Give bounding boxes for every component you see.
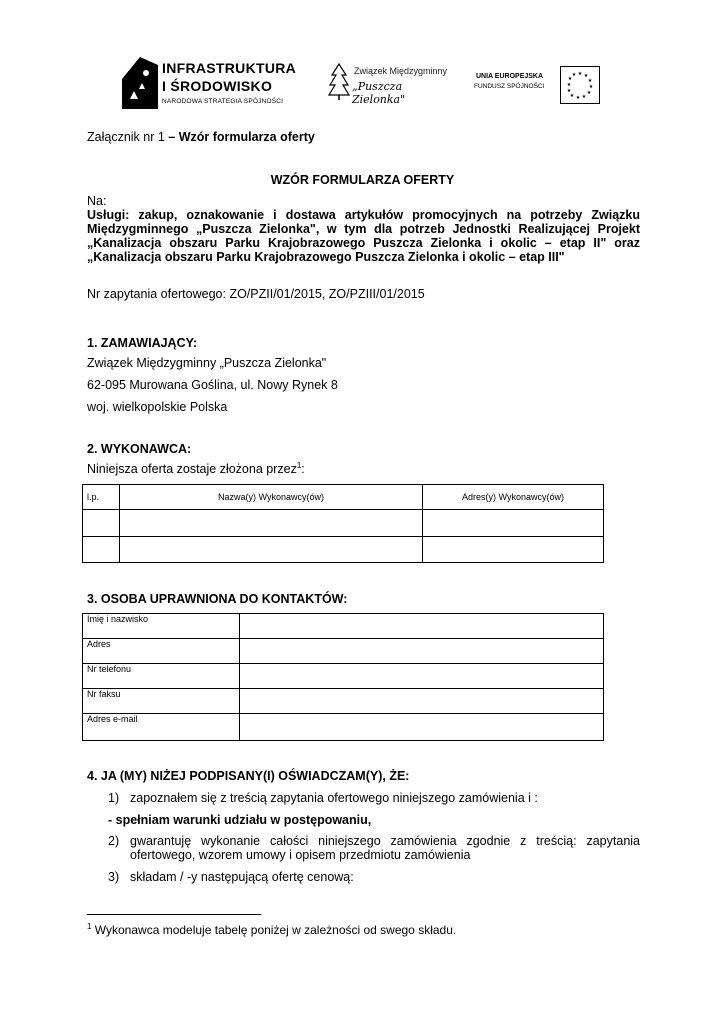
svg-text:★: ★ — [566, 88, 572, 94]
contact-value-name[interactable] — [240, 614, 604, 639]
contractor-intro — [87, 461, 305, 476]
document-title: WZÓR FORMULARZA OFERTY — [270, 173, 455, 187]
footnote — [87, 922, 456, 937]
svg-text:★: ★ — [587, 78, 593, 84]
col-name: Nazwa(y) Wykonawcy(ów) — [120, 485, 423, 510]
table-row — [83, 510, 604, 537]
svg-text:★: ★ — [566, 82, 572, 88]
svg-text:★: ★ — [586, 90, 592, 96]
logo-infrastruktura — [120, 55, 295, 111]
contact-value-address[interactable] — [240, 639, 604, 664]
contractor-intro-text: Niniejsza oferta zostaje złożona przez — [87, 462, 297, 477]
logo-puszcza-zielonka — [328, 63, 458, 106]
svg-text:★: ★ — [577, 71, 583, 77]
table-row — [83, 537, 604, 563]
contact-label-phone: Nr telefonu — [83, 664, 240, 689]
section3-heading: 3. OSOBA UPRAWNIONA DO KONTAKTÓW: — [87, 592, 348, 606]
orderer-name: Związek Międzygminny „Puszcza Zielonka" — [87, 356, 327, 370]
annex-prefix: Załącznik nr 1 — [87, 130, 165, 144]
contact-table — [82, 613, 604, 741]
contractor-table — [82, 484, 604, 563]
table-row — [83, 639, 604, 664]
item3-number: 3) — [108, 870, 120, 884]
footnote-ref: 1 — [296, 461, 302, 470]
inquiry-number: Nr zapytania ofertowego: ZO/PZII/01/2015, ZO/PZIII/01/2015 — [87, 287, 425, 301]
svg-text:★: ★ — [588, 84, 594, 90]
col-address: Adres(y) Wykonawcy(ów) — [423, 485, 604, 510]
contact-label-email: Adres e-mail — [83, 714, 240, 741]
svg-text:★: ★ — [581, 94, 587, 100]
svg-text:★: ★ — [567, 76, 573, 82]
svg-text:★: ★ — [569, 93, 575, 99]
eu-flag-icon — [560, 66, 600, 104]
logo1-line2: I ŚRODOWISKO — [162, 78, 273, 94]
logo2-line1: Związek Międzygminny — [354, 66, 448, 76]
item2-text: gwarantuję wykonanie całości niniejszego zamówienia zgodnie z treścią: zapytania ofertowego, wzorem umowy i opisem przedmiotu zamówienia — [130, 834, 640, 862]
logo2-line2: „Puszcza Zielonka" — [352, 80, 406, 106]
contact-value-fax[interactable] — [240, 689, 604, 714]
table-row — [83, 664, 604, 689]
cell-address[interactable] — [423, 510, 604, 537]
svg-text:★: ★ — [571, 72, 577, 78]
cell-address[interactable] — [423, 537, 604, 563]
logo1-line1: INFRASTRUKTURA — [162, 60, 297, 76]
cell-name[interactable] — [120, 537, 423, 563]
logo1-line3: NARODOWA STRATEGIA SPÓJNOŚCI — [162, 98, 284, 105]
contact-label-fax: Nr faksu — [83, 689, 240, 714]
contact-value-phone[interactable] — [240, 664, 604, 689]
item1-number: 1) — [108, 791, 120, 805]
footnote-number: 1 — [87, 922, 92, 931]
table-row — [83, 614, 604, 639]
item3-text: składam / -y następującą ofertę cenową: — [130, 870, 354, 884]
annex-line — [87, 130, 315, 144]
contact-label-address: Adres — [83, 639, 240, 664]
item1-text: zapoznałem się z treścią zapytania ofertowego niniejszego zamówienia i : — [130, 791, 538, 805]
cell-lp[interactable] — [83, 537, 120, 563]
contact-label-name: Imię i nazwisko — [83, 614, 240, 639]
logo-unia-europejska — [472, 66, 602, 104]
contact-value-email[interactable] — [240, 714, 604, 741]
services-description: Usługi: zakup, oznakowanie i dostawa artykułów promocyjnych na potrzeby Związku Międzygminnego „Puszcza Zielonka", w tym dla potrzeb Jednostki Realizującej Projekt „Kanalizacja obszaru Parku Krajobrazowego Puszcza Zielonka i okolic – etap II" oraz „Kanalizacja obszaru Parku Krajobrazowego Puszcza Zielonka i okolic – etap III" — [87, 208, 640, 264]
conditions-text: - spełniam warunki udziału w postępowaniu, — [108, 813, 372, 827]
cell-name[interactable] — [120, 510, 423, 537]
orderer-region: woj. wielkopolskie Polska — [87, 400, 228, 414]
infrastruktura-emblem-icon — [120, 55, 160, 111]
logo3-line1: UNIA EUROPEJSKA — [476, 73, 544, 80]
annex-title: – Wzór formularza oferty — [164, 130, 315, 144]
contractor-intro-colon: : — [301, 462, 305, 477]
logo3-line2: FUNDUSZ SPÓJNOŚCI — [474, 83, 545, 90]
table-row — [83, 714, 604, 741]
cell-lp[interactable] — [83, 510, 120, 537]
svg-text:★: ★ — [583, 73, 589, 79]
tree-icon — [328, 63, 350, 101]
col-lp: l.p. — [83, 485, 120, 510]
na-label: Na: — [87, 194, 107, 208]
svg-text:★: ★ — [575, 95, 581, 101]
section2-heading: 2. WYKONAWCA: — [87, 442, 192, 456]
table-header-row — [83, 485, 604, 510]
footnote-divider — [87, 914, 261, 915]
orderer-address: 62-095 Murowana Goślina, ul. Nowy Rynek 8 — [87, 378, 338, 392]
section1-heading: 1. ZAMAWIAJĄCY: — [87, 336, 198, 350]
item2-number: 2) — [108, 834, 120, 848]
table-row — [83, 689, 604, 714]
section4-heading: 4. JA (MY) NIŻEJ PODPISANY(I) OŚWIADCZAM(Y), ŻE: — [87, 769, 410, 783]
footnote-text: Wykonawca modeluje tabelę poniżej w zależności od swego składu. — [91, 923, 457, 937]
